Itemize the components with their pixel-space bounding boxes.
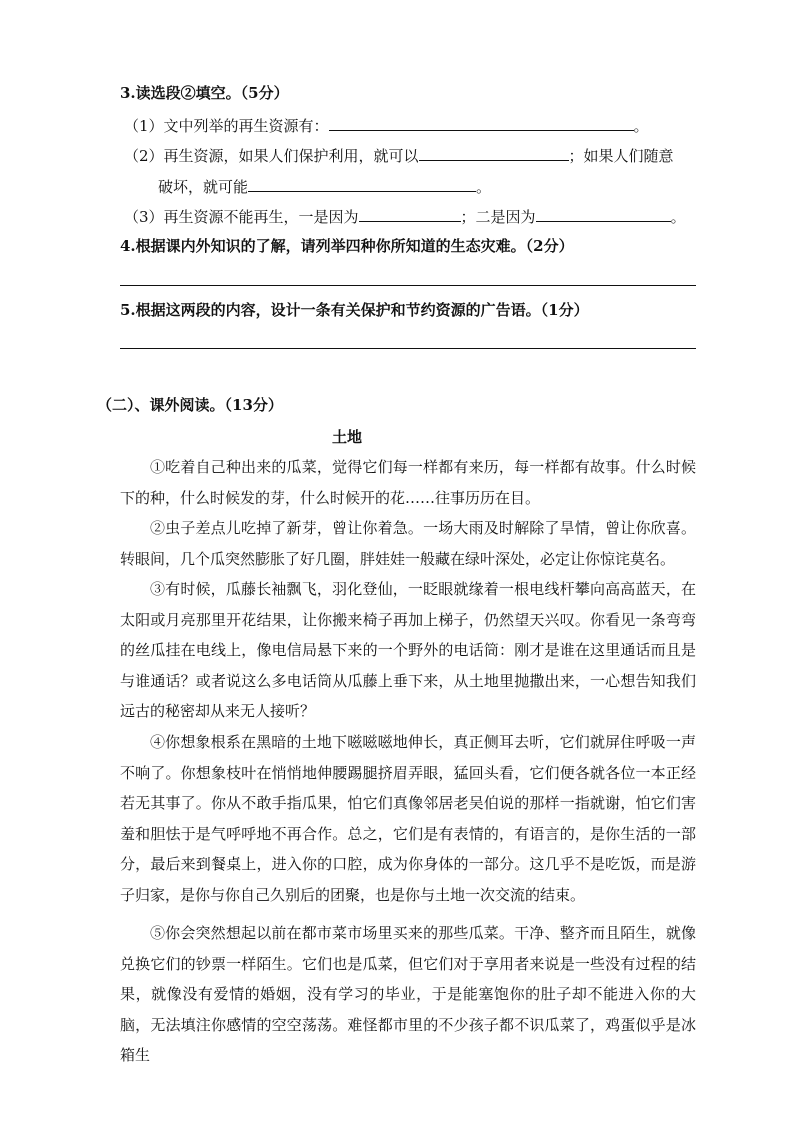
- q4-answer-line[interactable]: [120, 285, 696, 286]
- article-paragraph-3: ③有时候，瓜藤长袖飘飞，羽化登仙，一眨眼就缘着一根电线杆攀向高高蓝天，在太阳或月亮那里开花结果，让你搬来椅子再加上梯子，仍然望天兴叹。你看见一条弯弯的丝瓜挂在电线上，像电信局悬下来的一个野外的电话筒：刚才是谁在这里通话而且是与谁通话？或者说这么多电话筒从瓜藤上垂下来，从土地里抛撒出来，一心想告知我们远古的秘密却从来无人接听？: [120, 580, 696, 721]
- q3-sub1-answer-blank[interactable]: [329, 115, 634, 131]
- q3-sub2-continued: [158, 176, 491, 197]
- q3-sub2-answer-blank-1[interactable]: [419, 145, 569, 161]
- q3-sub1-end: 。: [633, 117, 649, 135]
- q3-sub3: [124, 206, 686, 227]
- q3-sub2: [124, 145, 674, 166]
- q3-sub3-answer-blank-1[interactable]: [359, 206, 461, 222]
- q3-heading: 3.读选段②填空。（5分）: [120, 84, 289, 102]
- q3-sub3-answer-blank-2[interactable]: [536, 206, 671, 222]
- article-title: 土地: [331, 428, 362, 446]
- article-paragraph-2: ②虫子差点儿吃掉了新芽，曾让你着急。一场大雨及时解除了旱情，曾让你欣喜。转眼间，几个瓜突然膨胀了好几圈，胖娃娃一般藏在绿叶深处，必定让你惊诧莫名。: [120, 519, 696, 568]
- article-paragraph-4: ④你想象根系在黑暗的土地下嗞嗞嗞地伸长，真正侧耳去听，它们就屏住呼吸一声不响了。你想象枝叶在悄悄地伸腰踢腿挤眉弄眼，猛回头看，它们便各就各位一本正经若无其事了。你从不敢手指瓜果，怕它们真像邻居老吴伯说的那样一指就谢，怕它们害羞和胆怯于是气呼呼地不再合作。总之，它们是有表情的，有语言的，是你生活的一部分，最后来到餐桌上，进入你的口腔，成为你身体的一部分。这几乎不是吃饭，而是游子归家，是你与你自己久别后的团聚，也是你与土地一次交流的结束。: [120, 733, 696, 904]
- q5-answer-line[interactable]: [120, 348, 696, 349]
- q3-sub2-middle: ；如果人们随意: [568, 147, 674, 165]
- q3-sub3-end: 。: [670, 208, 686, 226]
- q5-heading: 5.根据这两段的内容，设计一条有关保护和节约资源的广告语。（1分）: [120, 301, 589, 319]
- q3-sub3-text: （3）再生资源不能再生，一是因为: [124, 208, 359, 226]
- q3-sub2-end: 。: [476, 178, 492, 196]
- article-paragraph-1: ①吃着自己种出来的瓜菜，觉得它们每一样都有来历，每一样都有故事。什么时候下的种，什么时候发的芽，什么时候开的花……往事历历在目。: [120, 458, 696, 507]
- q3-sub1: [124, 115, 649, 136]
- article-paragraph-5: ⑤你会突然想起以前在都市菜市场里买来的那些瓜菜。干净、整齐而且陌生，就像兑换它们的钞票一样陌生。它们也是瓜菜，但它们对于享用者来说是一些没有过程的结果，就像没有爱情的婚姻，没有学习的毕业，于是能塞饱你的肚子却不能进入你的大脑，无法填注你感情的空空荡荡。难怪都市里的不少孩子都不识瓜菜了，鸡蛋似乎是冰箱生: [120, 924, 696, 1065]
- q3-sub2-text: （2）再生资源，如果人们保护利用，就可以: [124, 147, 419, 165]
- q3-sub3-middle: ；二是因为: [460, 208, 536, 226]
- q4-heading: 4.根据课内外知识的了解，请列举四种你所知道的生态灾难。（2分）: [120, 237, 574, 255]
- q3-sub1-text: （1）文中列举的再生资源有：: [124, 117, 329, 135]
- q3-sub2-cont-text: 破坏，就可能: [158, 178, 249, 196]
- q3-sub2-answer-blank-2[interactable]: [248, 176, 476, 192]
- section2-heading: （二）、课外阅读。（13分）: [97, 396, 283, 414]
